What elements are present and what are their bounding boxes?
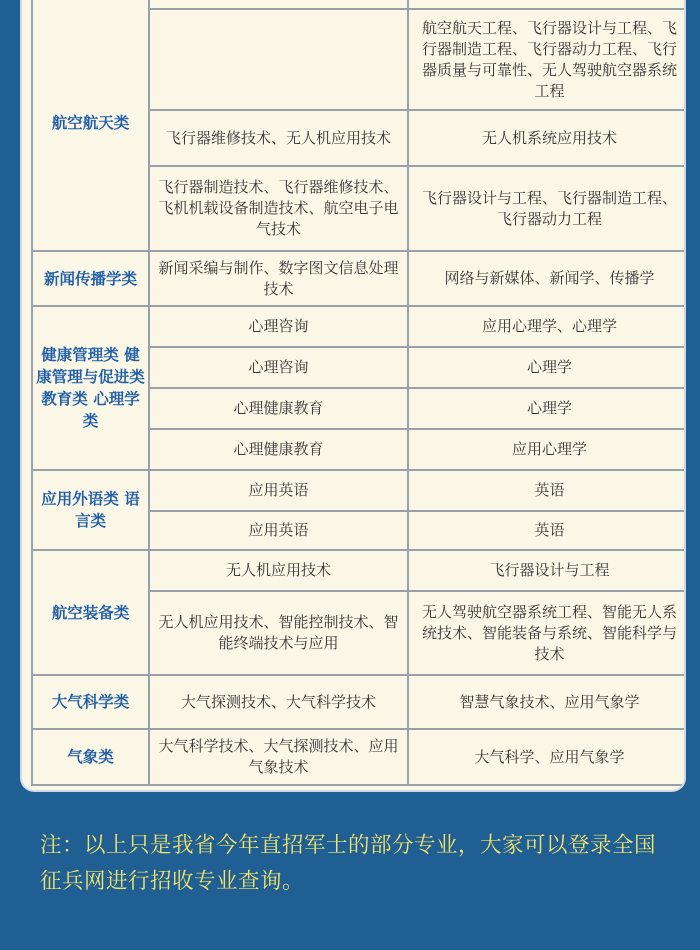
undergraduate-cell: 无人驾驶航空器系统工程、智能无人系统技术、智能装备与系统、智能科学与技术 (408, 591, 686, 675)
vocational-cell: 无人机应用技术 (149, 550, 408, 591)
table-row (32, 470, 686, 511)
category-cell: 航空航天类 (32, 0, 149, 251)
footnote: 注：以上只是我省今年直招军士的部分专业，大家可以登录全国征兵网进行招收专业查询。 (40, 833, 657, 894)
vocational-cell: 心理咨询 (149, 347, 408, 388)
undergraduate-cell: 飞行器设计与工程、飞行器制造工程、飞行器动力工程 (408, 166, 686, 251)
vocational-cell: 心理健康教育 (149, 388, 408, 429)
table-row (32, 675, 686, 729)
vocational-cell: 心理健康教育 (149, 429, 408, 470)
undergraduate-cell: 智慧气象技术、应用气象学 (408, 675, 686, 729)
category-cell: 新闻传播学类 (32, 251, 149, 306)
undergraduate-cell: 心理学 (408, 388, 686, 429)
category-cell: 大气科学类 (32, 675, 149, 729)
undergraduate-cell: 应用心理学、心理学 (408, 306, 686, 347)
undergraduate-cell: 网络与新媒体、新闻学、传播学 (408, 251, 686, 306)
vocational-cell: 飞行器维修技术、无人机应用技术 (149, 110, 408, 166)
vocational-cell: 大气科学技术、大气探测技术、应用气象技术 (149, 729, 408, 785)
undergraduate-cell: 心理学 (408, 347, 686, 388)
category-cell: 航空装备类 (32, 550, 149, 675)
undergraduate-cell: 飞行器设计与工程 (408, 550, 686, 591)
category-cell: 气象类 (32, 729, 149, 785)
undergraduate-cell: 无人机系统应用技术 (408, 110, 686, 166)
category-cell: 健康管理类 健康管理与促进类 教育类 心理学类 (32, 306, 149, 470)
table-row (32, 550, 686, 591)
table-row (32, 729, 686, 785)
vocational-cell (149, 9, 408, 110)
vocational-cell: 飞行器制造技术、飞行器维修技术、飞机机载设备制造技术、航空电子电气技术 (149, 166, 408, 251)
table-row (32, 306, 686, 347)
table-row (32, 0, 686, 9)
table-row (32, 251, 686, 306)
undergraduate-cell: 应用心理学 (408, 429, 686, 470)
undergraduate-cell: 英语 (408, 470, 686, 511)
majors-card (20, 0, 686, 792)
vocational-cell: 应用英语 (149, 470, 408, 511)
undergraduate-cell: 航空航天工程、飞行器设计与工程、飞行器制造工程、飞行器动力工程、飞行器质量与可靠性、无人驾驶航空器系统工程 (408, 9, 686, 110)
vocational-cell: 心理咨询 (149, 306, 408, 347)
majors-table-body (32, 0, 686, 785)
vocational-cell: 新闻采编与制作、数字图文信息处理技术 (149, 251, 408, 306)
vocational-cell: 无人机应用技术、智能控制技术、智能终端技术与应用 (149, 591, 408, 675)
undergraduate-cell: 大气科学、应用气象学 (408, 729, 686, 785)
category-cell: 应用外语类 语言类 (32, 470, 149, 550)
undergraduate-cell: 英语 (408, 511, 686, 550)
majors-table (31, 0, 686, 786)
vocational-cell (149, 0, 408, 9)
vocational-cell: 应用英语 (149, 511, 408, 550)
undergraduate-cell (408, 0, 686, 9)
vocational-cell: 大气探测技术、大气科学技术 (149, 675, 408, 729)
